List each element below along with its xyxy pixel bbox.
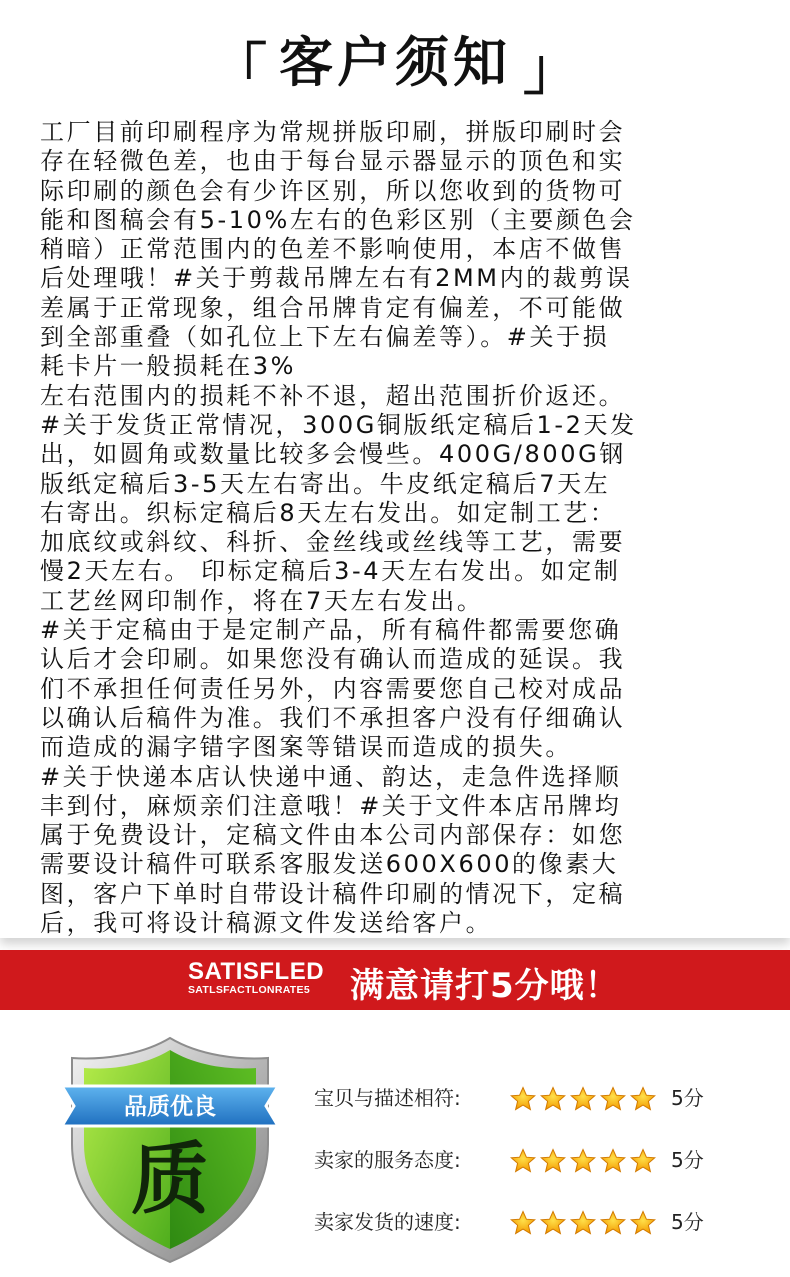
rating-row [314,1082,734,1116]
notice-line: 认后才会印刷。如果您没有确认而造成的延误。我 [40,645,626,674]
notice-line: 以确认后稿件为准。我们不承担客户没有仔细确认 [40,703,626,732]
notice-line: 到全部重叠（如孔位上下左右偏差等）。#关于损 [40,323,610,352]
banner-english [188,960,324,996]
notice-line: 出，如圆角或数量比较多会慢些。400G/800G钢 [40,440,626,469]
rating-label: 卖家发货的速度: [314,1210,461,1234]
badge-center-char: 质 [130,1135,210,1225]
notice-line: 差属于正常现象，组合吊牌肯定有偏差，不可能做 [40,293,626,322]
star-icon [570,1148,596,1174]
quality-shield-icon [60,1034,280,1264]
star-icon [600,1086,626,1112]
notice-line: 加底纹或斜纹、科折、金丝线或丝线等工艺，需要 [40,528,626,557]
star-icon [510,1086,536,1112]
star-icon [510,1210,536,1236]
notice-line: 需要设计稿件可联系客服发送600X600的像素大 [40,850,619,879]
rating-label: 宝贝与描述相符: [314,1086,461,1110]
star-icon [540,1210,566,1236]
star-icon [600,1210,626,1236]
rating-label: 卖家的服务态度: [314,1148,461,1172]
notice-line: 左右范围内的损耗不补不退，超出范围折价返还。 [40,381,626,410]
notice-line: 存在轻微色差，也由于每台显示器显示的顶色和实 [40,147,626,176]
notice-line: #关于快递本店认快递中通、韵达，走急件选择顺 [40,762,622,791]
badge-ribbon-text: 品质优良 [124,1094,216,1120]
star-icon [630,1148,656,1174]
rating-score: 5分 [671,1086,704,1110]
notice-line: 际印刷的颜色会有少许区别，所以您收到的货物可 [40,176,626,205]
title-bracket-close: 」 [523,38,579,103]
notice-line: 版纸定稿后3-5天左右寄出。牛皮纸定稿后7天左 [40,469,611,498]
notice-line: 耗卡片一般损耗在3% [40,352,297,381]
notice-line: 图，客户下单时自带设计稿件印刷的情况下，定稿 [40,879,626,908]
banner-cn-text: 满意请打5分哦！ [350,966,620,1006]
star-icon [540,1086,566,1112]
notice-line: #关于定稿由于是定制产品，所有稿件都需要您确 [40,616,622,645]
notice-line: 属于免费设计，定稿文件由本公司内部保存：如您 [40,821,626,850]
rating-banner [0,950,790,1010]
rating-row [314,1206,734,1240]
rating-score: 5分 [671,1210,704,1234]
notice-line: 后处理哦！#关于剪裁吊牌左右有2MM内的裁剪误 [40,264,633,293]
notice-body [40,118,755,938]
rating-row [314,1144,734,1178]
rating-score: 5分 [671,1148,704,1172]
notice-line: #关于发货正常情况，300G铜版纸定稿后1-2天发 [40,410,637,439]
title-bracket-open: 「 [211,38,267,103]
notice-line: 丰到付，麻烦亲们注意哦！#关于文件本店吊牌均 [40,791,622,820]
notice-line: 右寄出。织标定稿后8天左右发出。如定制工艺： [40,498,617,527]
notice-line: 而造成的漏字错字图案等错误而造成的损失。 [40,733,572,762]
star-icon [510,1148,536,1174]
notice-line: 后，我可将设计稿源文件发送给客户。 [40,909,493,938]
notice-line: 稍暗）正常范围内的色差不影响使用，本店不做售 [40,235,626,264]
notice-line: 工厂目前印刷程序为常规拼版印刷，拼版印刷时会 [40,118,626,146]
notice-line: 们不承担任何责任另外，内容需要您自己校对成品 [40,674,626,703]
banner-en-title: SATISFLED [188,958,325,985]
star-icon [600,1148,626,1174]
notice-title [0,18,790,103]
page-title: 客户须知 [279,31,511,94]
star-icon [630,1086,656,1112]
notice-line: 慢2天左右。 印标定稿后3-4天左右发出。如定制 [40,557,621,586]
star-icon [540,1148,566,1174]
banner-en-subtitle: SATLSFACTLONRATE5 [188,984,310,996]
notice-line: 工艺丝网印制作，将在7天左右发出。 [40,586,484,615]
star-icon [630,1210,656,1236]
notice-line: 能和图稿会有5-10%左右的色彩区别（主要颜色会 [40,205,636,234]
star-rating [510,1086,660,1112]
star-icon [570,1210,596,1236]
star-icon [570,1086,596,1112]
star-rating [510,1210,660,1236]
star-rating [510,1148,660,1174]
